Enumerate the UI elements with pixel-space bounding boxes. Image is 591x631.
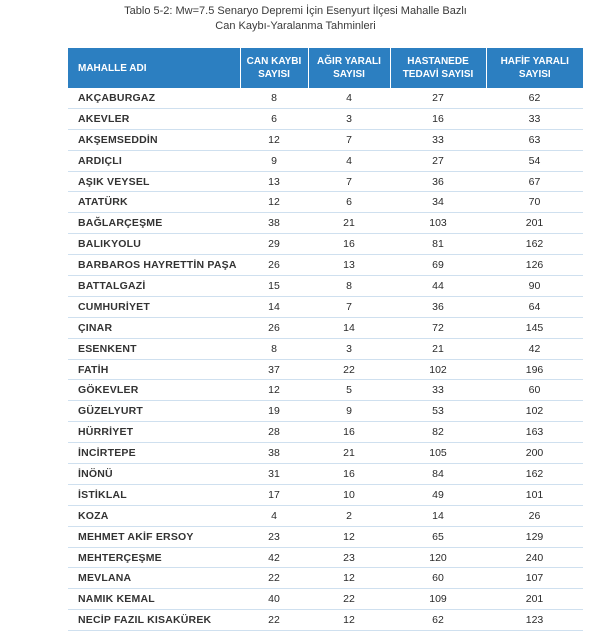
cell-hafif-yarali: 64 — [486, 296, 583, 317]
cell-agir-yarali: 16 — [308, 422, 390, 443]
header-line: HAFİF YARALI — [500, 56, 569, 67]
table-row — [68, 338, 583, 359]
cell-mahalle: AKŞEMSEDDİN — [68, 129, 240, 150]
cell-hastanede-tedavi: 21 — [390, 338, 486, 359]
cell-agir-yarali: 2 — [308, 505, 390, 526]
cell-mahalle: AŞIK VEYSEL — [68, 171, 240, 192]
cell-hafif-yarali: 63 — [486, 129, 583, 150]
cell-hafif-yarali: 145 — [486, 317, 583, 338]
cell-agir-yarali: 16 — [308, 234, 390, 255]
cell-can-kaybi: 42 — [240, 547, 308, 568]
cell-can-kaybi: 38 — [240, 213, 308, 234]
cell-hastanede-tedavi: 105 — [390, 443, 486, 464]
cell-hastanede-tedavi: 34 — [390, 192, 486, 213]
header-hastanede-tedavi — [390, 48, 486, 88]
table-row — [68, 150, 583, 171]
cell-hastanede-tedavi: 65 — [390, 526, 486, 547]
cell-can-kaybi: 28 — [240, 422, 308, 443]
table-caption — [0, 4, 591, 34]
header-mahalle-adi — [68, 48, 240, 88]
cell-can-kaybi: 12 — [240, 129, 308, 150]
cell-mahalle: İNÖNÜ — [68, 464, 240, 485]
table-row — [68, 88, 583, 108]
cell-can-kaybi: 17 — [240, 484, 308, 505]
cell-hafif-yarali: 126 — [486, 255, 583, 276]
cell-mahalle: İNCİRTEPE — [68, 443, 240, 464]
cell-hastanede-tedavi: 81 — [390, 234, 486, 255]
cell-mahalle: MEHTERÇEŞME — [68, 547, 240, 568]
cell-agir-yarali: 21 — [308, 213, 390, 234]
cell-hastanede-tedavi: 109 — [390, 589, 486, 610]
cell-mahalle: AKEVLER — [68, 108, 240, 129]
cell-agir-yarali: 10 — [308, 484, 390, 505]
table-row — [68, 296, 583, 317]
cell-can-kaybi: 8 — [240, 338, 308, 359]
cell-mahalle: ATATÜRK — [68, 192, 240, 213]
table-row — [68, 255, 583, 276]
cell-agir-yarali: 12 — [308, 610, 390, 631]
cell-hafif-yarali: 162 — [486, 234, 583, 255]
cell-hastanede-tedavi: 36 — [390, 171, 486, 192]
cell-hafif-yarali: 196 — [486, 359, 583, 380]
cell-hafif-yarali: 70 — [486, 192, 583, 213]
cell-hastanede-tedavi: 72 — [390, 317, 486, 338]
cell-hafif-yarali: 42 — [486, 338, 583, 359]
cell-can-kaybi: 38 — [240, 443, 308, 464]
cell-hafif-yarali: 163 — [486, 422, 583, 443]
cell-can-kaybi: 12 — [240, 192, 308, 213]
cell-hastanede-tedavi: 14 — [390, 505, 486, 526]
cell-mahalle: CUMHURİYET — [68, 296, 240, 317]
cell-hastanede-tedavi: 60 — [390, 568, 486, 589]
cell-can-kaybi: 8 — [240, 88, 308, 108]
cell-can-kaybi: 40 — [240, 589, 308, 610]
cell-agir-yarali: 5 — [308, 380, 390, 401]
cell-agir-yarali: 22 — [308, 359, 390, 380]
cell-hafif-yarali: 201 — [486, 213, 583, 234]
header-line: SAYISI — [518, 69, 551, 80]
cell-hafif-yarali: 60 — [486, 380, 583, 401]
cell-hastanede-tedavi: 102 — [390, 359, 486, 380]
cell-hastanede-tedavi: 33 — [390, 129, 486, 150]
table-header-row — [68, 48, 583, 88]
cell-can-kaybi: 15 — [240, 276, 308, 297]
header-line: CAN KAYBI — [246, 56, 302, 67]
table-row — [68, 129, 583, 150]
cell-agir-yarali: 12 — [308, 568, 390, 589]
cell-hafif-yarali: 129 — [486, 526, 583, 547]
cell-can-kaybi: 19 — [240, 401, 308, 422]
header-line: AĞIR YARALI — [317, 56, 381, 67]
cell-agir-yarali: 22 — [308, 589, 390, 610]
cell-agir-yarali: 3 — [308, 108, 390, 129]
cell-mahalle: ARDIÇLI — [68, 150, 240, 171]
casualty-table — [68, 48, 583, 631]
cell-agir-yarali: 14 — [308, 317, 390, 338]
table-row — [68, 568, 583, 589]
header-agir-yarali — [308, 48, 390, 88]
cell-hastanede-tedavi: 84 — [390, 464, 486, 485]
table-row — [68, 317, 583, 338]
table-row — [68, 422, 583, 443]
cell-mahalle: NECİP FAZIL KISAKÜREK — [68, 610, 240, 631]
cell-mahalle: GÖKEVLER — [68, 380, 240, 401]
header-can-kaybi — [240, 48, 308, 88]
cell-hastanede-tedavi: 27 — [390, 150, 486, 171]
cell-hafif-yarali: 162 — [486, 464, 583, 485]
cell-agir-yarali: 8 — [308, 276, 390, 297]
cell-mahalle: HÜRRİYET — [68, 422, 240, 443]
cell-hastanede-tedavi: 44 — [390, 276, 486, 297]
table-row — [68, 610, 583, 631]
cell-agir-yarali: 9 — [308, 401, 390, 422]
cell-hastanede-tedavi: 62 — [390, 610, 486, 631]
table-row — [68, 192, 583, 213]
cell-hafif-yarali: 90 — [486, 276, 583, 297]
cell-hastanede-tedavi: 69 — [390, 255, 486, 276]
cell-hastanede-tedavi: 27 — [390, 88, 486, 108]
cell-agir-yarali: 4 — [308, 88, 390, 108]
table-row — [68, 380, 583, 401]
cell-hafif-yarali: 54 — [486, 150, 583, 171]
cell-mahalle: FATİH — [68, 359, 240, 380]
table-row — [68, 464, 583, 485]
cell-mahalle: BALIKYOLU — [68, 234, 240, 255]
cell-hafif-yarali: 123 — [486, 610, 583, 631]
cell-agir-yarali: 4 — [308, 150, 390, 171]
cell-agir-yarali: 21 — [308, 443, 390, 464]
cell-agir-yarali: 12 — [308, 526, 390, 547]
cell-can-kaybi: 37 — [240, 359, 308, 380]
table-row — [68, 276, 583, 297]
cell-hafif-yarali: 101 — [486, 484, 583, 505]
header-line: SAYISI — [333, 69, 365, 80]
cell-hastanede-tedavi: 49 — [390, 484, 486, 505]
cell-mahalle: BAĞLARÇEŞME — [68, 213, 240, 234]
cell-hafif-yarali: 240 — [486, 547, 583, 568]
cell-mahalle: BARBAROS HAYRETTİN PAŞA — [68, 255, 240, 276]
table-row — [68, 484, 583, 505]
cell-can-kaybi: 13 — [240, 171, 308, 192]
cell-mahalle: MEHMET AKİF ERSOY — [68, 526, 240, 547]
cell-can-kaybi: 29 — [240, 234, 308, 255]
casualty-table-container — [68, 48, 583, 631]
table-row — [68, 108, 583, 129]
cell-mahalle: İSTİKLAL — [68, 484, 240, 505]
table-row — [68, 234, 583, 255]
cell-hafif-yarali: 201 — [486, 589, 583, 610]
cell-mahalle: GÜZELYURT — [68, 401, 240, 422]
cell-hastanede-tedavi: 120 — [390, 547, 486, 568]
cell-hafif-yarali: 200 — [486, 443, 583, 464]
cell-mahalle: NAMIK KEMAL — [68, 589, 240, 610]
cell-agir-yarali: 23 — [308, 547, 390, 568]
cell-mahalle: ÇINAR — [68, 317, 240, 338]
cell-can-kaybi: 12 — [240, 380, 308, 401]
cell-agir-yarali: 6 — [308, 192, 390, 213]
cell-agir-yarali: 13 — [308, 255, 390, 276]
header-line: TEDAVİ SAYISI — [402, 69, 474, 80]
table-row — [68, 171, 583, 192]
cell-hastanede-tedavi: 82 — [390, 422, 486, 443]
cell-agir-yarali: 3 — [308, 338, 390, 359]
cell-hastanede-tedavi: 36 — [390, 296, 486, 317]
cell-can-kaybi: 26 — [240, 317, 308, 338]
cell-agir-yarali: 7 — [308, 171, 390, 192]
cell-hafif-yarali: 67 — [486, 171, 583, 192]
cell-agir-yarali: 7 — [308, 129, 390, 150]
cell-hastanede-tedavi: 16 — [390, 108, 486, 129]
caption-line-2: Can Kaybı-Yaralanma Tahminleri — [215, 20, 376, 32]
table-row — [68, 547, 583, 568]
cell-can-kaybi: 22 — [240, 568, 308, 589]
cell-can-kaybi: 9 — [240, 150, 308, 171]
table-row — [68, 443, 583, 464]
cell-hastanede-tedavi: 103 — [390, 213, 486, 234]
cell-mahalle: ESENKENT — [68, 338, 240, 359]
caption-line-1: Tablo 5-2: Mw=7.5 Senaryo Depremi İçin Esenyurt İlçesi Mahalle Bazlı — [124, 5, 467, 17]
cell-hafif-yarali: 33 — [486, 108, 583, 129]
table-row — [68, 213, 583, 234]
cell-can-kaybi: 6 — [240, 108, 308, 129]
cell-hafif-yarali: 26 — [486, 505, 583, 526]
cell-can-kaybi: 4 — [240, 505, 308, 526]
cell-agir-yarali: 16 — [308, 464, 390, 485]
cell-mahalle: KOZA — [68, 505, 240, 526]
cell-mahalle: AKÇABURGAZ — [68, 88, 240, 108]
cell-hafif-yarali: 102 — [486, 401, 583, 422]
cell-hafif-yarali: 62 — [486, 88, 583, 108]
cell-hastanede-tedavi: 53 — [390, 401, 486, 422]
table-row — [68, 505, 583, 526]
header-line: MAHALLE ADI — [78, 62, 147, 74]
cell-hafif-yarali: 107 — [486, 568, 583, 589]
cell-mahalle: MEVLANA — [68, 568, 240, 589]
cell-hastanede-tedavi: 33 — [390, 380, 486, 401]
table-body — [68, 88, 583, 631]
table-row — [68, 526, 583, 547]
cell-agir-yarali: 7 — [308, 296, 390, 317]
header-line: SAYISI — [258, 69, 290, 80]
table-row — [68, 401, 583, 422]
cell-can-kaybi: 23 — [240, 526, 308, 547]
cell-can-kaybi: 31 — [240, 464, 308, 485]
cell-can-kaybi: 26 — [240, 255, 308, 276]
cell-mahalle: BATTALGAZİ — [68, 276, 240, 297]
cell-can-kaybi: 14 — [240, 296, 308, 317]
header-line: HASTANEDE — [407, 56, 469, 67]
table-row — [68, 589, 583, 610]
cell-can-kaybi: 22 — [240, 610, 308, 631]
table-row — [68, 359, 583, 380]
header-hafif-yarali — [486, 48, 583, 88]
